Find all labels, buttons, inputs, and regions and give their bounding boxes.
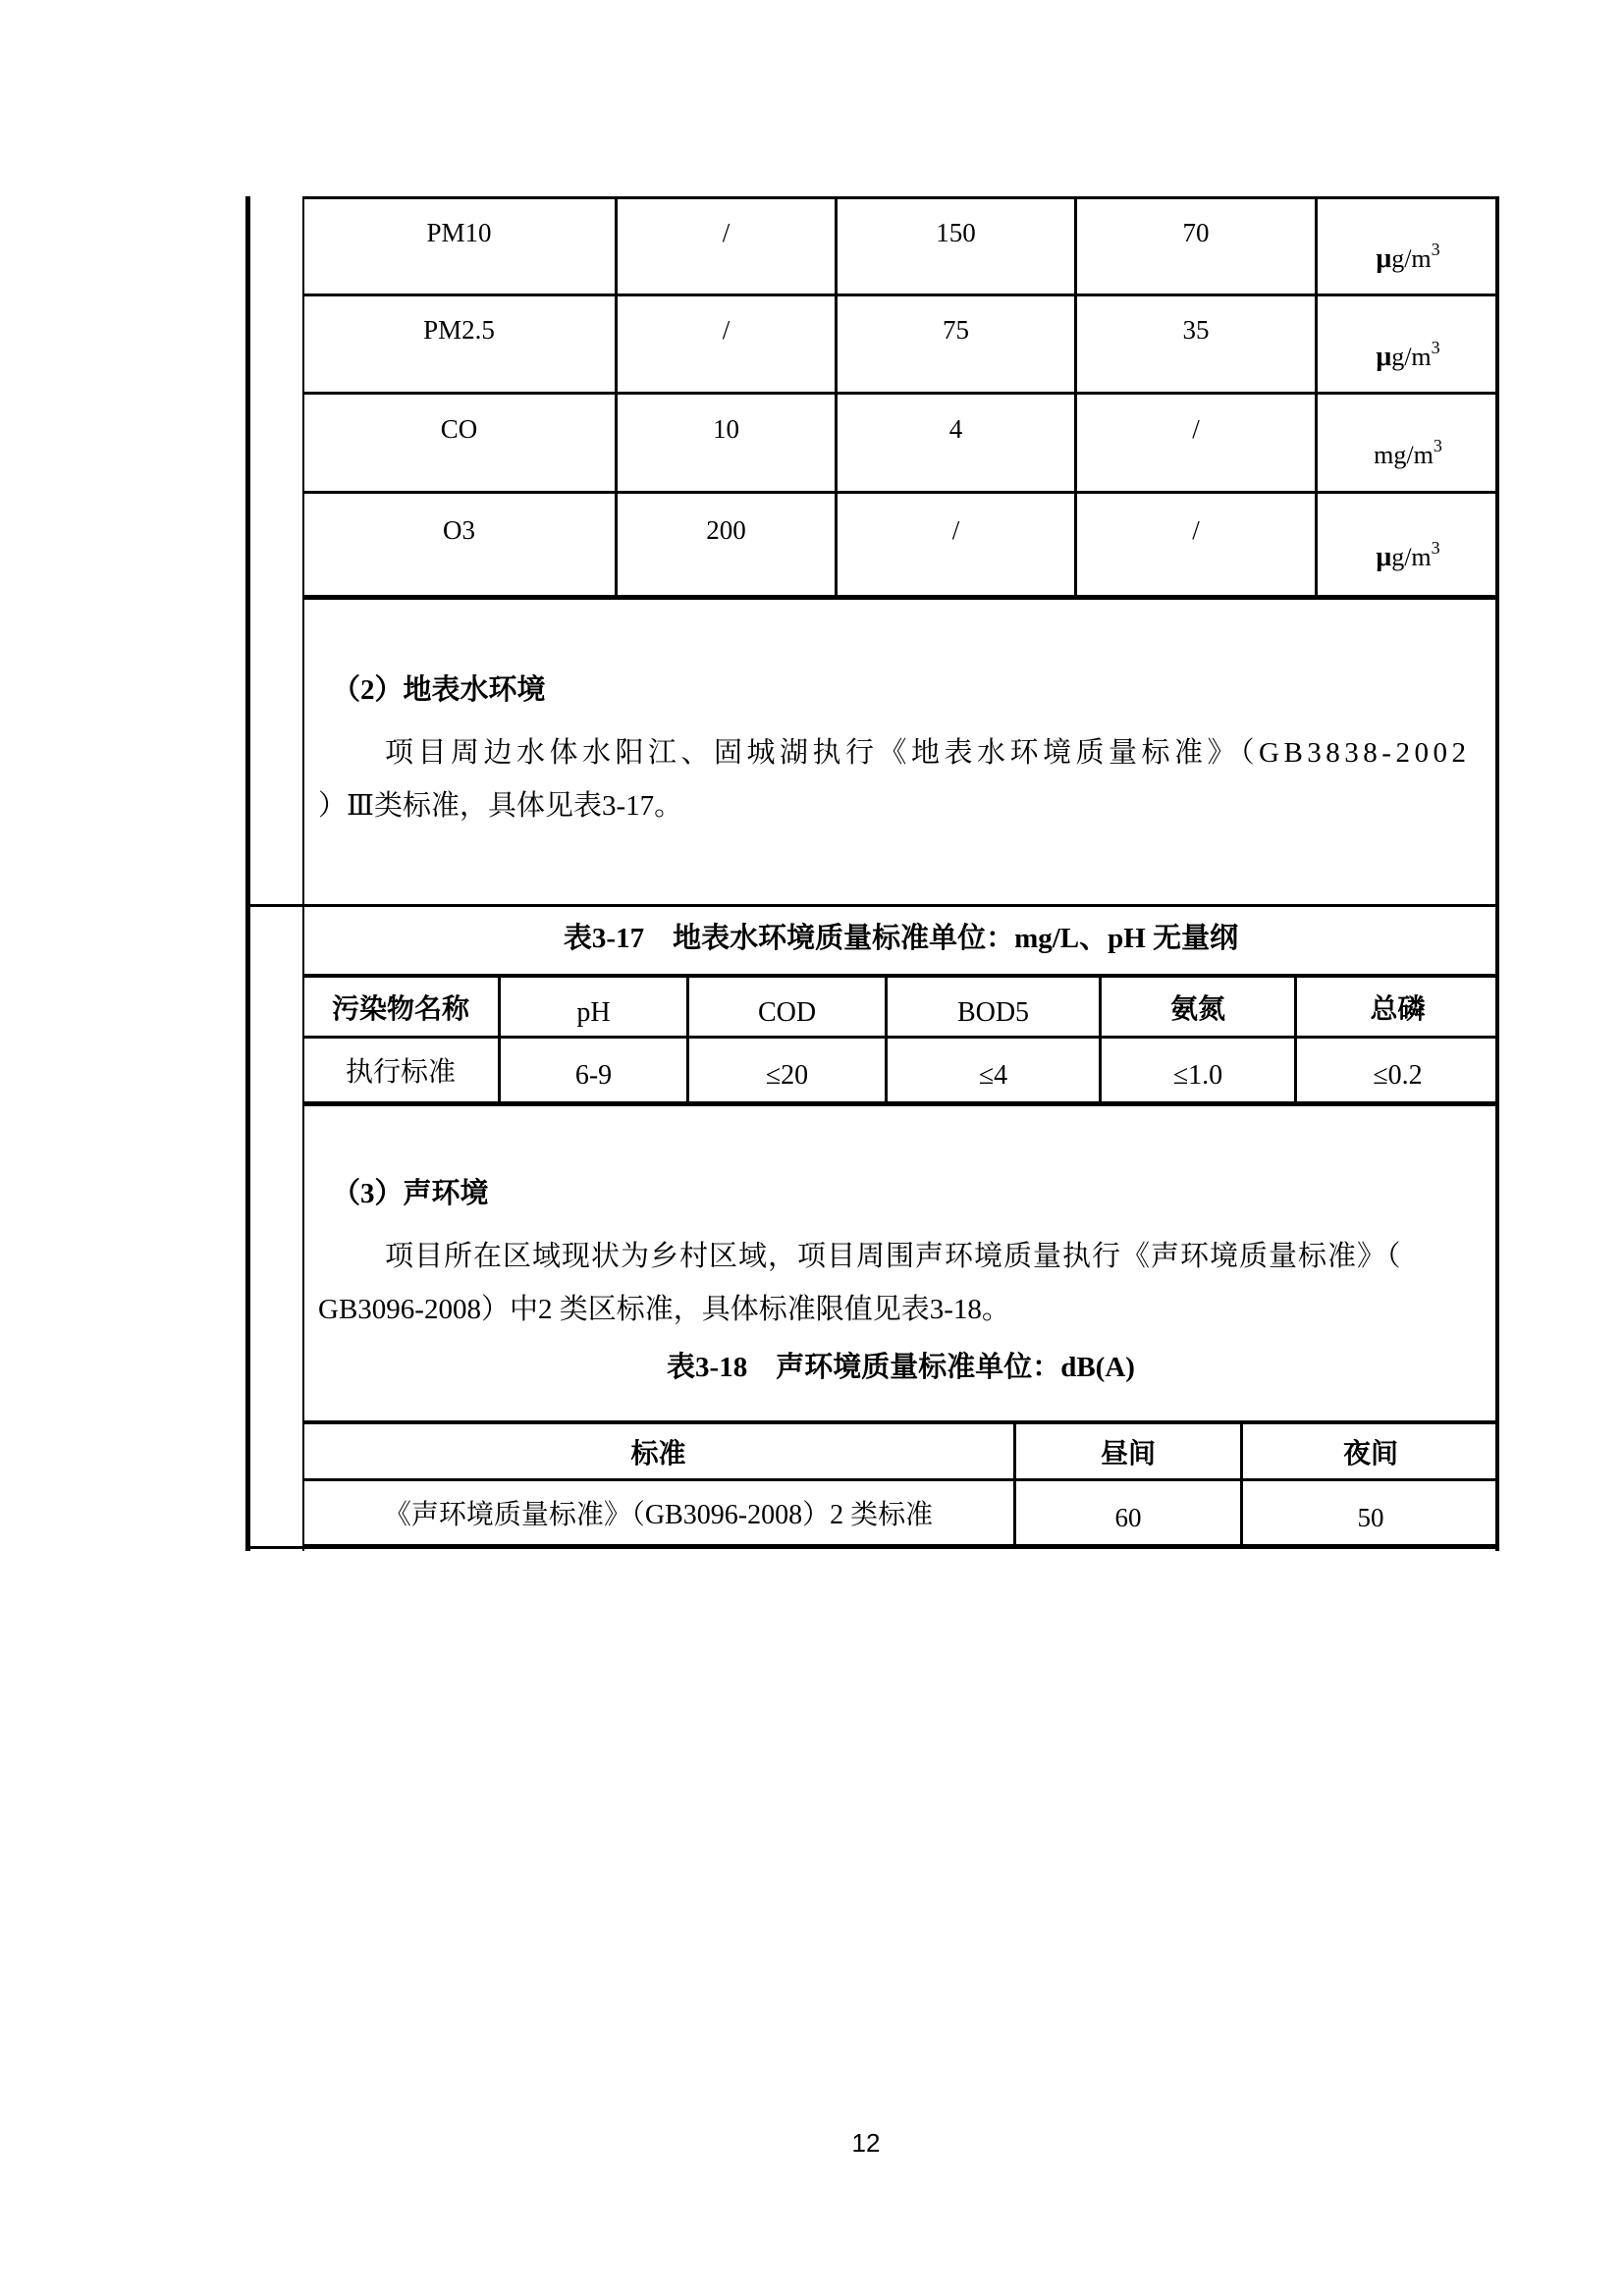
air-r0-col3: 70 xyxy=(1077,199,1318,296)
t17-value-ph: 6-9 xyxy=(501,1039,689,1101)
surface-water-standards-table xyxy=(303,974,1498,1106)
page-number: 12 xyxy=(851,2128,881,2158)
t18-value-nighttime: 50 xyxy=(1357,1502,1384,1532)
air-r3-col3: / xyxy=(1077,494,1318,595)
mu-symbol: μ xyxy=(1376,243,1392,274)
noise-standards-table xyxy=(303,1420,1498,1549)
paragraph-line: 项目周边水体水阳江、固城湖执行《地表水环境质量标准》（GB3838-2002 xyxy=(385,737,1471,769)
t18-value-daytime: 60 xyxy=(1016,1481,1243,1544)
air-r3-unit: μ g/m $^3$ xyxy=(1376,537,1440,572)
t17-value-ammonia: ≤1.0 xyxy=(1102,1039,1297,1101)
mu-symbol: μ xyxy=(1376,341,1392,372)
air-r0-col2: 150 xyxy=(838,199,1077,296)
t17-header-phosphorus: 总磷 xyxy=(1297,978,1498,1039)
t17-value-cod: ≤20 xyxy=(689,1039,888,1101)
t17-header-ph: pH xyxy=(501,978,689,1039)
paragraph-line: ）Ⅲ类标准，具体见表3-17。 xyxy=(318,790,683,822)
t18-row-standard-name: 《声环境质量标准》（GB3096-2008）2 类标准 xyxy=(303,1481,1016,1544)
t17-value-phosphorus: ≤0.2 xyxy=(1373,1060,1423,1091)
paragraph-line: GB3096-2008）中2 类区标准，具体标准限值见表3-18。 xyxy=(318,1294,1010,1325)
air-r3-col1: 200 xyxy=(618,494,838,595)
unit-text: g/m xyxy=(1391,542,1432,571)
section-surface-water xyxy=(318,669,1492,827)
t17-header-pollutant: 污染物名称 xyxy=(303,978,501,1039)
unit-text: mg/m xyxy=(1374,441,1434,469)
air-r0-unit: μ g/m $^3$ xyxy=(1318,199,1498,296)
mu-symbol: μ xyxy=(1376,541,1392,572)
t17-header-bod5: BOD5 xyxy=(888,978,1102,1039)
air-r1-col3: 35 xyxy=(1077,296,1318,395)
air-r2-col3: / xyxy=(1077,395,1318,494)
section-heading: （3）声环境 xyxy=(332,1178,489,1209)
air-r1-col2: 75 xyxy=(838,296,1077,395)
t17-row-label: 执行标准 xyxy=(303,1039,501,1101)
t17-header-cod: COD xyxy=(689,978,888,1039)
t18-header-standard: 标准 xyxy=(303,1424,1016,1481)
air-quality-table xyxy=(303,196,1498,600)
air-r1-pollutant: PM2.5 xyxy=(303,296,618,395)
t18-header-daytime: 昼间 xyxy=(1016,1424,1243,1481)
air-r0-col1: / xyxy=(618,199,838,296)
outer-left-border-line xyxy=(245,196,250,1551)
bottom-connector-line xyxy=(245,1546,306,1549)
paragraph-line: 项目所在区域现状为乡村区域，项目周围声环境质量执行《声环境质量标准》（ xyxy=(385,1241,1402,1272)
air-r3-pollutant: O3 xyxy=(303,494,618,595)
air-r1-unit: μ g/m $^3$ xyxy=(1318,296,1498,395)
t18-header-nighttime: 夜间 xyxy=(1243,1424,1498,1481)
air-r2-col2: 4 xyxy=(838,395,1077,494)
air-r3-col2: / xyxy=(838,494,1077,595)
t17-header-ammonia: 氨氮 xyxy=(1102,978,1297,1039)
air-r0-pollutant: PM10 xyxy=(303,199,618,296)
section-noise xyxy=(318,1173,1492,1330)
unit-text: g/m xyxy=(1391,244,1432,273)
t17-value-bod5: ≤4 xyxy=(888,1039,1102,1101)
air-r2-col1: 10 xyxy=(618,395,838,494)
table-3-18-title: 表3-18 声环境质量标准单位：dB(A) xyxy=(667,1351,1135,1383)
section-heading: （2）地表水环境 xyxy=(332,674,546,706)
table-3-17-title: 表3-17 地表水环境质量标准单位：mg/L、pH 无量纲 xyxy=(563,922,1239,954)
unit-text: g/m xyxy=(1391,342,1432,371)
air-r2-unit: mg/m $^3$ xyxy=(1318,395,1498,494)
air-r1-col1: / xyxy=(618,296,838,395)
air-r2-pollutant: CO xyxy=(303,395,618,494)
